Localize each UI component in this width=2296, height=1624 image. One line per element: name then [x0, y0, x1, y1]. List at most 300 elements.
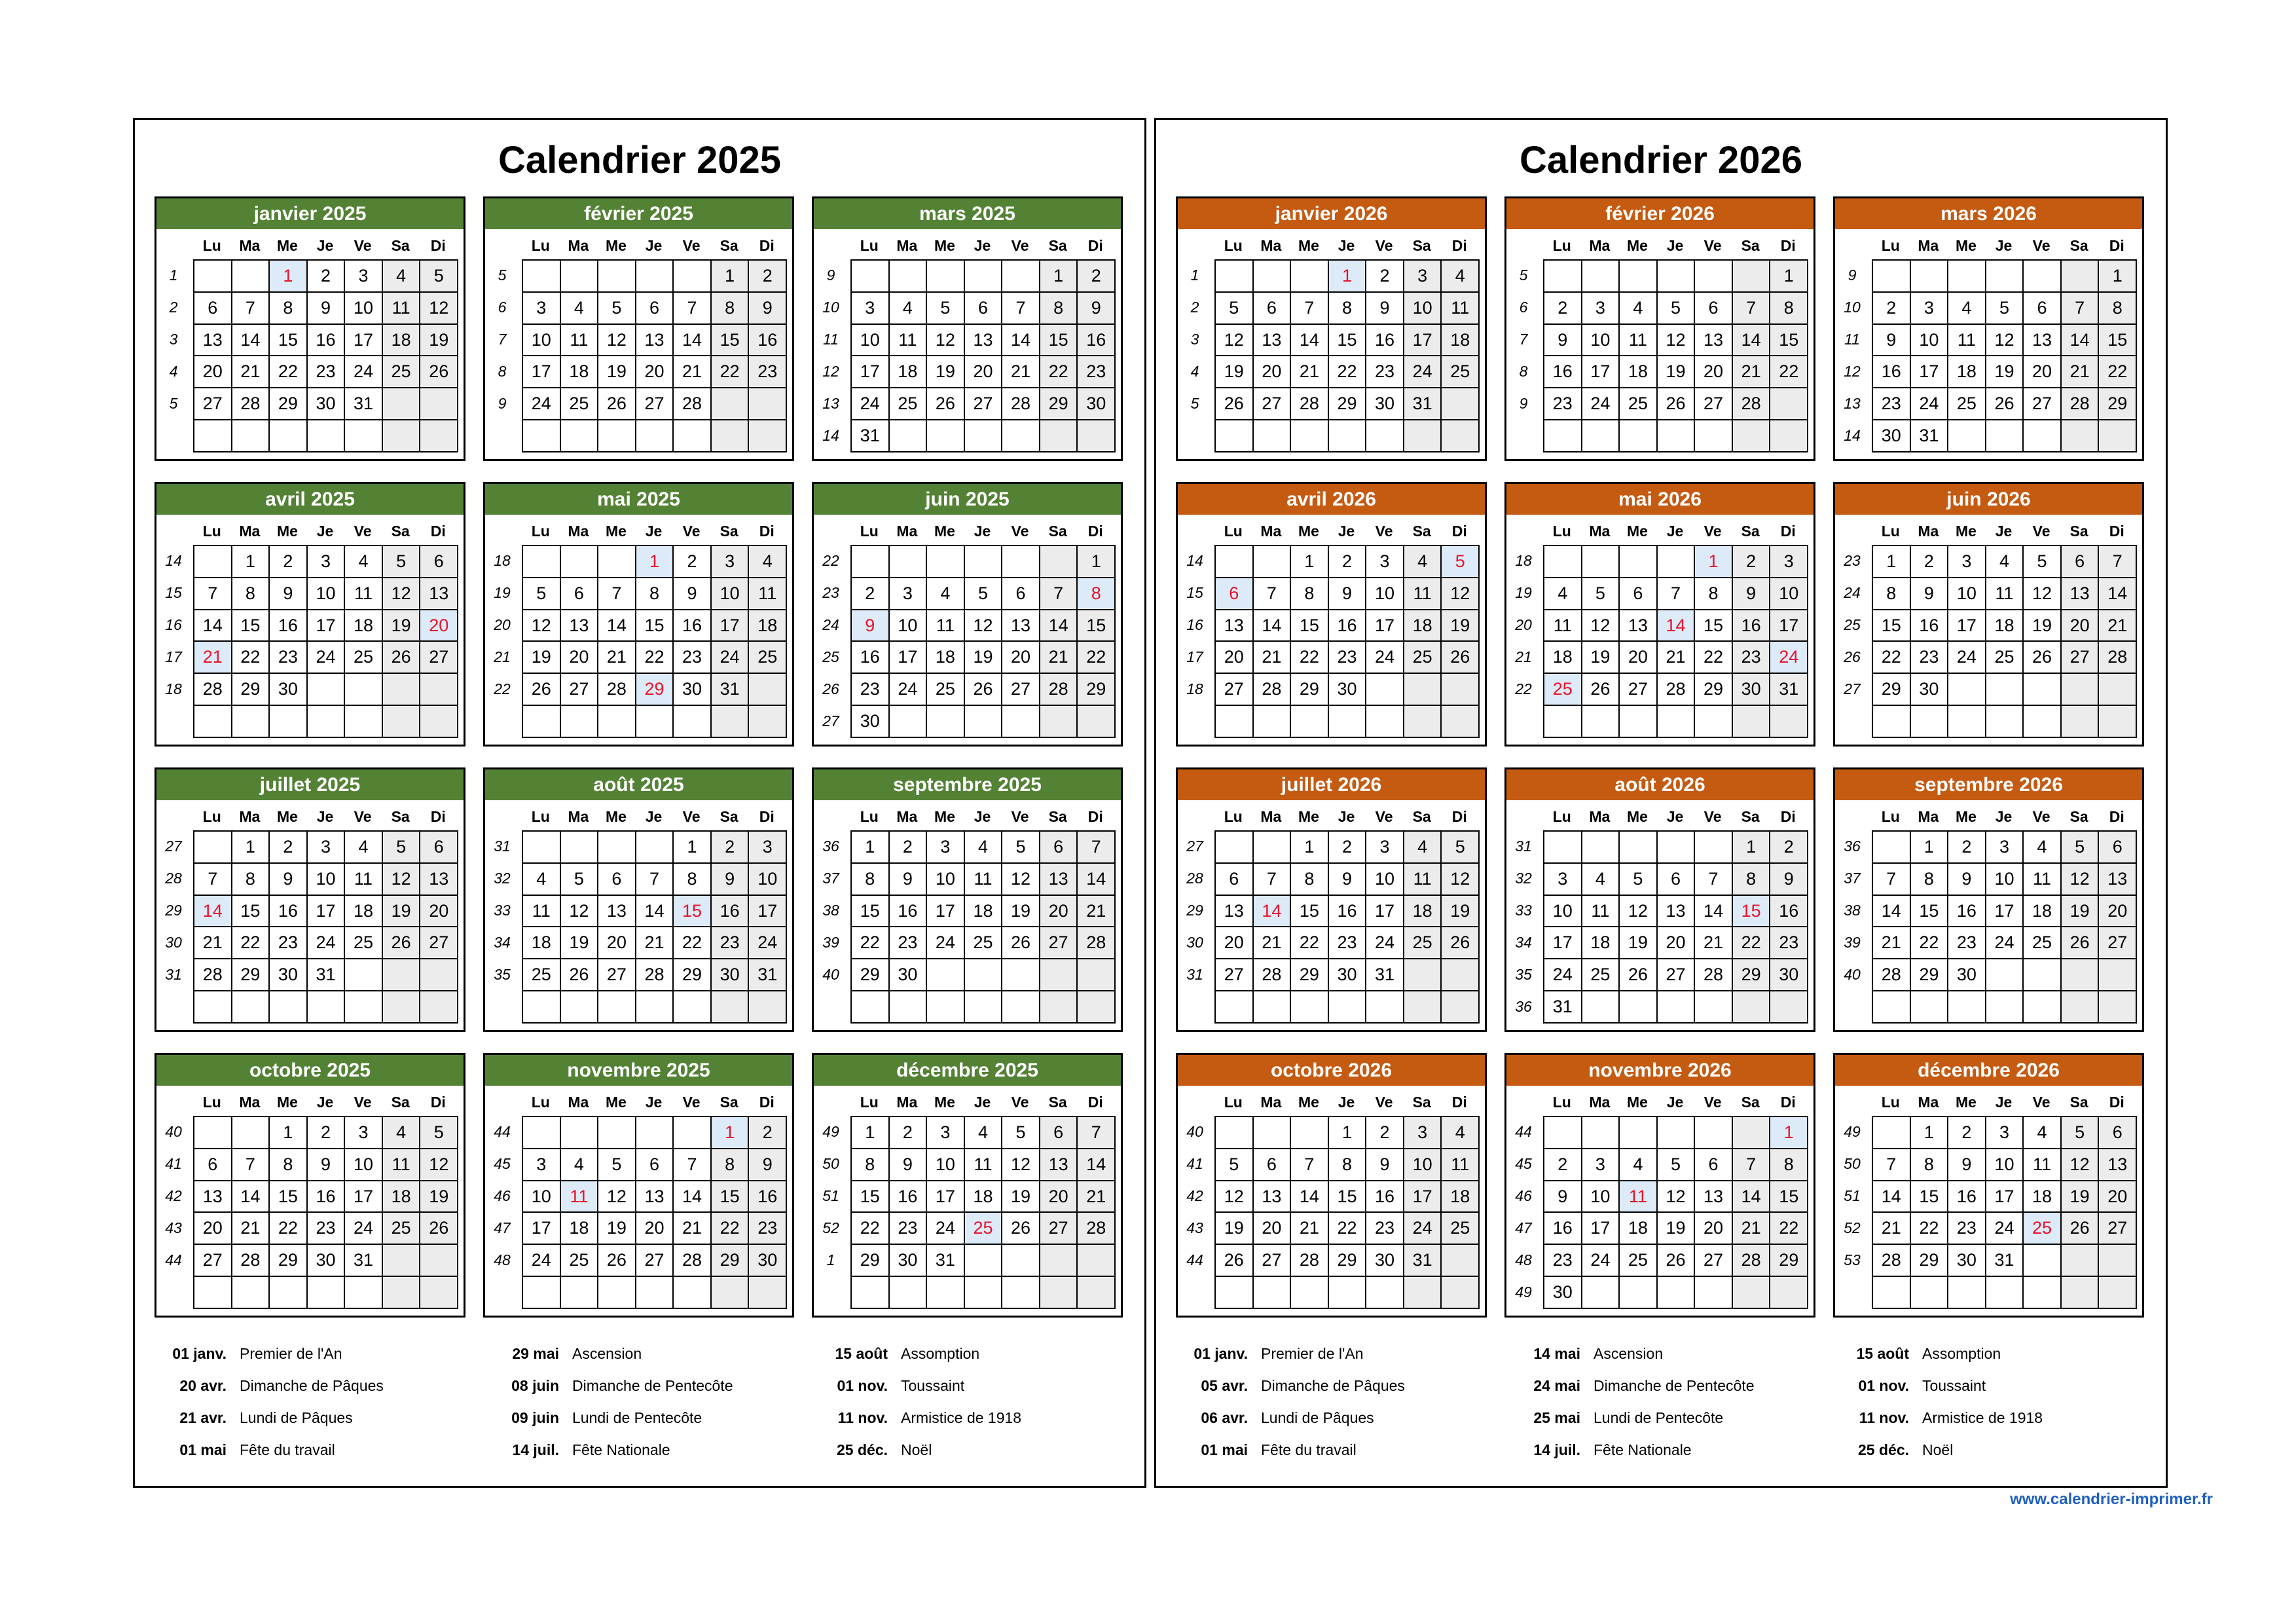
day-cell[interactable]: 15	[1040, 325, 1078, 357]
day-cell[interactable]: 28	[1873, 1245, 1911, 1277]
day-cell[interactable]: 21	[1254, 642, 1292, 674]
day-cell[interactable]: 2	[1366, 1117, 1404, 1149]
day-cell[interactable]: 19	[965, 642, 1003, 674]
day-cell[interactable]: 23	[1544, 1245, 1582, 1277]
day-cell[interactable]: 14	[1254, 896, 1292, 928]
day-cell[interactable]: 8	[1291, 864, 1329, 896]
day-cell[interactable]: 28	[232, 388, 270, 420]
day-cell[interactable]: 3	[1582, 1149, 1620, 1181]
day-cell[interactable]: 6	[2099, 832, 2137, 864]
day-cell[interactable]: 23	[1329, 642, 1367, 674]
day-cell[interactable]: 27	[1658, 959, 1696, 991]
day-cell[interactable]: 25	[1948, 388, 1986, 420]
day-cell[interactable]: 7	[2099, 546, 2137, 578]
day-cell[interactable]: 11	[1404, 578, 1442, 610]
day-cell[interactable]: 9	[1366, 1149, 1404, 1181]
day-cell[interactable]: 19	[1442, 896, 1480, 928]
day-cell[interactable]: 31	[1366, 959, 1404, 991]
day-cell[interactable]: 29	[1291, 959, 1329, 991]
day-cell[interactable]: 12	[1620, 896, 1658, 928]
day-cell[interactable]: 2	[1329, 832, 1367, 864]
day-cell[interactable]: 22	[2099, 356, 2137, 388]
day-cell[interactable]: 5	[598, 293, 636, 325]
day-cell[interactable]: 8	[712, 1149, 750, 1181]
day-cell[interactable]: 12	[383, 864, 421, 896]
day-cell[interactable]: 25	[890, 388, 928, 420]
day-cell[interactable]: 6	[420, 546, 458, 578]
day-cell[interactable]: 31	[1404, 1245, 1442, 1277]
website-footer[interactable]: www.calendrier-imprimer.fr	[2010, 1490, 2213, 1508]
day-cell[interactable]: 26	[1442, 642, 1480, 674]
day-cell[interactable]: 18	[965, 896, 1003, 928]
day-cell[interactable]: 10	[749, 864, 787, 896]
day-cell[interactable]: 9	[852, 610, 890, 642]
day-cell[interactable]: 31	[749, 959, 787, 991]
day-cell[interactable]: 7	[1695, 864, 1733, 896]
day-cell[interactable]: 23	[1366, 1213, 1404, 1245]
day-cell[interactable]: 23	[1948, 927, 1986, 959]
day-cell[interactable]: 25	[1582, 959, 1620, 991]
day-cell[interactable]: 6	[965, 293, 1003, 325]
day-cell[interactable]: 4	[383, 1117, 421, 1149]
day-cell[interactable]: 21	[1733, 356, 1771, 388]
day-cell[interactable]: 22	[1911, 927, 1949, 959]
day-cell[interactable]: 19	[1216, 1213, 1254, 1245]
day-cell[interactable]: 4	[965, 832, 1003, 864]
day-cell[interactable]: 14	[1078, 864, 1116, 896]
day-cell[interactable]: 6	[1620, 578, 1658, 610]
day-cell[interactable]: 3	[712, 546, 750, 578]
day-cell[interactable]: 27	[2024, 388, 2062, 420]
day-cell[interactable]: 19	[1002, 1181, 1040, 1213]
day-cell[interactable]: 24	[749, 927, 787, 959]
day-cell[interactable]: 22	[674, 927, 712, 959]
day-cell[interactable]: 6	[636, 293, 674, 325]
day-cell[interactable]: 9	[1873, 325, 1911, 357]
day-cell[interactable]: 10	[308, 864, 346, 896]
day-cell[interactable]: 1	[1770, 261, 1808, 293]
day-cell[interactable]: 12	[598, 1181, 636, 1213]
day-cell[interactable]: 1	[852, 832, 890, 864]
day-cell[interactable]: 18	[345, 610, 383, 642]
day-cell[interactable]: 23	[1544, 388, 1582, 420]
day-cell[interactable]: 2	[1948, 832, 1986, 864]
day-cell[interactable]: 30	[674, 674, 712, 706]
day-cell[interactable]: 7	[1733, 293, 1771, 325]
day-cell[interactable]: 9	[1948, 1149, 1986, 1181]
day-cell[interactable]: 1	[1291, 546, 1329, 578]
day-cell[interactable]: 14	[1002, 325, 1040, 357]
day-cell[interactable]: 4	[345, 832, 383, 864]
day-cell[interactable]: 1	[1911, 1117, 1949, 1149]
day-cell[interactable]: 25	[749, 642, 787, 674]
day-cell[interactable]: 30	[890, 959, 928, 991]
day-cell[interactable]: 27	[194, 1245, 232, 1277]
day-cell[interactable]: 30	[1544, 1277, 1582, 1309]
day-cell[interactable]: 22	[270, 356, 308, 388]
day-cell[interactable]: 16	[1873, 356, 1911, 388]
day-cell[interactable]: 15	[270, 325, 308, 357]
day-cell[interactable]: 26	[1442, 927, 1480, 959]
day-cell[interactable]: 4	[561, 293, 599, 325]
day-cell[interactable]: 18	[383, 325, 421, 357]
day-cell[interactable]: 26	[1658, 388, 1696, 420]
day-cell[interactable]: 18	[345, 896, 383, 928]
day-cell[interactable]: 28	[1733, 1245, 1771, 1277]
day-cell[interactable]: 18	[561, 356, 599, 388]
day-cell[interactable]: 10	[1582, 325, 1620, 357]
day-cell[interactable]: 28	[1078, 927, 1116, 959]
day-cell[interactable]: 23	[1329, 927, 1367, 959]
day-cell[interactable]: 28	[1040, 674, 1078, 706]
day-cell[interactable]: 17	[1404, 1181, 1442, 1213]
day-cell[interactable]: 24	[1544, 959, 1582, 991]
day-cell[interactable]: 19	[1582, 642, 1620, 674]
day-cell[interactable]: 18	[749, 610, 787, 642]
day-cell[interactable]: 9	[1366, 293, 1404, 325]
day-cell[interactable]: 2	[890, 832, 928, 864]
day-cell[interactable]: 28	[1002, 388, 1040, 420]
day-cell[interactable]: 29	[1911, 1245, 1949, 1277]
day-cell[interactable]: 3	[1986, 832, 2024, 864]
day-cell[interactable]: 2	[674, 546, 712, 578]
day-cell[interactable]: 12	[1442, 864, 1480, 896]
day-cell[interactable]: 5	[523, 578, 561, 610]
day-cell[interactable]: 9	[1770, 864, 1808, 896]
day-cell[interactable]: 30	[270, 959, 308, 991]
day-cell[interactable]: 21	[598, 642, 636, 674]
day-cell[interactable]: 20	[1695, 356, 1733, 388]
day-cell[interactable]: 2	[890, 1117, 928, 1149]
day-cell[interactable]: 18	[1442, 325, 1480, 357]
day-cell[interactable]: 30	[712, 959, 750, 991]
day-cell[interactable]: 24	[1770, 642, 1808, 674]
day-cell[interactable]: 5	[1442, 832, 1480, 864]
day-cell[interactable]: 12	[561, 896, 599, 928]
day-cell[interactable]: 5	[1216, 293, 1254, 325]
day-cell[interactable]: 6	[420, 832, 458, 864]
day-cell[interactable]: 1	[1770, 1117, 1808, 1149]
day-cell[interactable]: 27	[598, 959, 636, 991]
day-cell[interactable]: 29	[1770, 1245, 1808, 1277]
day-cell[interactable]: 8	[1040, 293, 1078, 325]
day-cell[interactable]: 9	[1544, 325, 1582, 357]
day-cell[interactable]: 7	[1733, 1149, 1771, 1181]
day-cell[interactable]: 28	[232, 1245, 270, 1277]
day-cell[interactable]: 14	[2099, 578, 2137, 610]
day-cell[interactable]: 2	[749, 261, 787, 293]
day-cell[interactable]: 10	[1404, 293, 1442, 325]
day-cell[interactable]: 18	[1620, 1213, 1658, 1245]
day-cell[interactable]: 19	[1986, 356, 2024, 388]
day-cell[interactable]: 26	[2062, 927, 2100, 959]
day-cell[interactable]: 24	[1366, 927, 1404, 959]
day-cell[interactable]: 18	[383, 1181, 421, 1213]
day-cell[interactable]: 13	[598, 896, 636, 928]
day-cell[interactable]: 16	[1329, 610, 1367, 642]
day-cell[interactable]: 5	[420, 1117, 458, 1149]
day-cell[interactable]: 16	[1733, 610, 1771, 642]
day-cell[interactable]: 22	[1329, 1213, 1367, 1245]
day-cell[interactable]: 22	[1873, 642, 1911, 674]
day-cell[interactable]: 13	[1658, 896, 1696, 928]
day-cell[interactable]: 8	[1291, 578, 1329, 610]
day-cell[interactable]: 2	[308, 1117, 346, 1149]
day-cell[interactable]: 5	[561, 864, 599, 896]
day-cell[interactable]: 8	[636, 578, 674, 610]
day-cell[interactable]: 31	[1404, 388, 1442, 420]
day-cell[interactable]: 28	[1658, 674, 1696, 706]
day-cell[interactable]: 27	[636, 388, 674, 420]
day-cell[interactable]: 26	[420, 356, 458, 388]
day-cell[interactable]: 11	[383, 1149, 421, 1181]
day-cell[interactable]: 17	[890, 642, 928, 674]
day-cell[interactable]: 25	[1986, 642, 2024, 674]
day-cell[interactable]: 19	[420, 1181, 458, 1213]
day-cell[interactable]: 1	[1040, 261, 1078, 293]
day-cell[interactable]: 23	[1770, 927, 1808, 959]
day-cell[interactable]: 14	[674, 325, 712, 357]
day-cell[interactable]: 7	[674, 293, 712, 325]
day-cell[interactable]: 6	[1695, 1149, 1733, 1181]
day-cell[interactable]: 13	[1695, 325, 1733, 357]
day-cell[interactable]: 14	[1873, 1181, 1911, 1213]
day-cell[interactable]: 14	[1695, 896, 1733, 928]
day-cell[interactable]: 22	[1078, 642, 1116, 674]
day-cell[interactable]: 7	[1254, 864, 1292, 896]
day-cell[interactable]: 19	[1002, 896, 1040, 928]
day-cell[interactable]: 19	[1658, 1213, 1696, 1245]
day-cell[interactable]: 6	[636, 1149, 674, 1181]
day-cell[interactable]: 23	[270, 642, 308, 674]
day-cell[interactable]: 3	[1582, 293, 1620, 325]
day-cell[interactable]: 26	[561, 959, 599, 991]
day-cell[interactable]: 11	[383, 293, 421, 325]
day-cell[interactable]: 17	[1366, 896, 1404, 928]
day-cell[interactable]: 12	[1442, 578, 1480, 610]
day-cell[interactable]: 4	[561, 1149, 599, 1181]
day-cell[interactable]: 26	[1216, 1245, 1254, 1277]
day-cell[interactable]: 1	[270, 261, 308, 293]
day-cell[interactable]: 29	[1329, 388, 1367, 420]
day-cell[interactable]: 28	[1873, 959, 1911, 991]
day-cell[interactable]: 26	[383, 642, 421, 674]
day-cell[interactable]: 20	[2099, 1181, 2137, 1213]
day-cell[interactable]: 4	[1442, 1117, 1480, 1149]
day-cell[interactable]: 3	[1404, 261, 1442, 293]
day-cell[interactable]: 29	[270, 388, 308, 420]
day-cell[interactable]: 18	[1442, 1181, 1480, 1213]
day-cell[interactable]: 14	[598, 610, 636, 642]
day-cell[interactable]: 15	[1291, 896, 1329, 928]
day-cell[interactable]: 11	[1620, 1181, 1658, 1213]
day-cell[interactable]: 29	[712, 1245, 750, 1277]
day-cell[interactable]: 22	[1770, 1213, 1808, 1245]
day-cell[interactable]: 16	[270, 896, 308, 928]
day-cell[interactable]: 20	[598, 927, 636, 959]
day-cell[interactable]: 27	[420, 927, 458, 959]
day-cell[interactable]: 17	[345, 325, 383, 357]
day-cell[interactable]: 20	[420, 896, 458, 928]
day-cell[interactable]: 18	[1620, 356, 1658, 388]
day-cell[interactable]: 7	[598, 578, 636, 610]
day-cell[interactable]: 28	[2099, 642, 2137, 674]
day-cell[interactable]: 6	[2099, 1117, 2137, 1149]
day-cell[interactable]: 28	[1291, 388, 1329, 420]
day-cell[interactable]: 30	[1873, 420, 1911, 452]
day-cell[interactable]: 16	[674, 610, 712, 642]
day-cell[interactable]: 20	[2024, 356, 2062, 388]
day-cell[interactable]: 6	[1254, 1149, 1292, 1181]
day-cell[interactable]: 10	[1911, 325, 1949, 357]
day-cell[interactable]: 26	[523, 674, 561, 706]
day-cell[interactable]: 25	[2024, 1213, 2062, 1245]
day-cell[interactable]: 26	[1216, 388, 1254, 420]
day-cell[interactable]: 15	[1770, 325, 1808, 357]
day-cell[interactable]: 12	[1002, 864, 1040, 896]
day-cell[interactable]: 16	[712, 896, 750, 928]
day-cell[interactable]: 13	[1040, 1149, 1078, 1181]
day-cell[interactable]: 22	[1329, 356, 1367, 388]
day-cell[interactable]: 8	[852, 864, 890, 896]
day-cell[interactable]: 13	[561, 610, 599, 642]
day-cell[interactable]: 22	[1695, 642, 1733, 674]
day-cell[interactable]: 25	[1442, 1213, 1480, 1245]
day-cell[interactable]: 26	[1658, 1245, 1696, 1277]
day-cell[interactable]: 16	[1366, 325, 1404, 357]
day-cell[interactable]: 27	[2062, 642, 2100, 674]
day-cell[interactable]: 11	[345, 578, 383, 610]
day-cell[interactable]: 25	[561, 388, 599, 420]
day-cell[interactable]: 21	[194, 927, 232, 959]
day-cell[interactable]: 25	[1442, 356, 1480, 388]
day-cell[interactable]: 3	[1366, 832, 1404, 864]
day-cell[interactable]: 2	[852, 578, 890, 610]
day-cell[interactable]: 9	[749, 293, 787, 325]
day-cell[interactable]: 31	[712, 674, 750, 706]
day-cell[interactable]: 8	[1733, 864, 1771, 896]
day-cell[interactable]: 20	[1254, 356, 1292, 388]
day-cell[interactable]: 17	[308, 610, 346, 642]
day-cell[interactable]: 29	[852, 959, 890, 991]
day-cell[interactable]: 24	[308, 642, 346, 674]
day-cell[interactable]: 23	[270, 927, 308, 959]
day-cell[interactable]: 24	[1986, 927, 2024, 959]
day-cell[interactable]: 17	[1986, 1181, 2024, 1213]
day-cell[interactable]: 10	[1404, 1149, 1442, 1181]
day-cell[interactable]: 29	[1291, 674, 1329, 706]
day-cell[interactable]: 7	[1291, 1149, 1329, 1181]
day-cell[interactable]: 15	[852, 896, 890, 928]
day-cell[interactable]: 21	[1658, 642, 1696, 674]
day-cell[interactable]: 19	[2024, 610, 2062, 642]
day-cell[interactable]: 2	[749, 1117, 787, 1149]
day-cell[interactable]: 29	[1078, 674, 1116, 706]
day-cell[interactable]: 24	[852, 388, 890, 420]
day-cell[interactable]: 25	[383, 356, 421, 388]
day-cell[interactable]: 28	[1695, 959, 1733, 991]
day-cell[interactable]: 11	[965, 1149, 1003, 1181]
day-cell[interactable]: 15	[1911, 896, 1949, 928]
day-cell[interactable]: 11	[1948, 325, 1986, 357]
day-cell[interactable]: 22	[712, 356, 750, 388]
day-cell[interactable]: 1	[636, 546, 674, 578]
day-cell[interactable]: 24	[523, 388, 561, 420]
day-cell[interactable]: 2	[712, 832, 750, 864]
day-cell[interactable]: 11	[965, 864, 1003, 896]
day-cell[interactable]: 12	[2062, 864, 2100, 896]
day-cell[interactable]: 13	[194, 1181, 232, 1213]
day-cell[interactable]: 13	[1695, 1181, 1733, 1213]
day-cell[interactable]: 28	[1733, 388, 1771, 420]
day-cell[interactable]: 4	[2024, 832, 2062, 864]
day-cell[interactable]: 29	[1329, 1245, 1367, 1277]
day-cell[interactable]: 22	[1291, 927, 1329, 959]
day-cell[interactable]: 4	[1986, 546, 2024, 578]
day-cell[interactable]: 28	[636, 959, 674, 991]
day-cell[interactable]: 15	[1873, 610, 1911, 642]
day-cell[interactable]: 14	[1078, 1149, 1116, 1181]
day-cell[interactable]: 28	[194, 674, 232, 706]
day-cell[interactable]: 27	[420, 642, 458, 674]
day-cell[interactable]: 7	[2062, 293, 2100, 325]
day-cell[interactable]: 2	[308, 261, 346, 293]
day-cell[interactable]: 13	[2024, 325, 2062, 357]
day-cell[interactable]: 8	[1329, 1149, 1367, 1181]
day-cell[interactable]: 5	[2062, 1117, 2100, 1149]
day-cell[interactable]: 30	[890, 1245, 928, 1277]
day-cell[interactable]: 13	[636, 325, 674, 357]
day-cell[interactable]: 14	[1733, 1181, 1771, 1213]
day-cell[interactable]: 31	[927, 1245, 965, 1277]
day-cell[interactable]: 12	[420, 293, 458, 325]
day-cell[interactable]: 15	[232, 896, 270, 928]
day-cell[interactable]: 11	[890, 325, 928, 357]
day-cell[interactable]: 7	[1873, 864, 1911, 896]
day-cell[interactable]: 18	[2024, 1181, 2062, 1213]
day-cell[interactable]: 14	[194, 896, 232, 928]
day-cell[interactable]: 22	[1040, 356, 1078, 388]
day-cell[interactable]: 27	[561, 674, 599, 706]
day-cell[interactable]: 16	[1948, 896, 1986, 928]
day-cell[interactable]: 29	[2099, 388, 2137, 420]
day-cell[interactable]: 24	[345, 1213, 383, 1245]
day-cell[interactable]: 10	[345, 293, 383, 325]
day-cell[interactable]: 21	[1291, 1213, 1329, 1245]
day-cell[interactable]: 21	[232, 1213, 270, 1245]
day-cell[interactable]: 10	[890, 610, 928, 642]
day-cell[interactable]: 5	[1658, 1149, 1696, 1181]
day-cell[interactable]: 20	[194, 356, 232, 388]
day-cell[interactable]: 8	[1873, 578, 1911, 610]
day-cell[interactable]: 8	[1911, 1149, 1949, 1181]
day-cell[interactable]: 21	[674, 1213, 712, 1245]
day-cell[interactable]: 30	[1948, 1245, 1986, 1277]
day-cell[interactable]: 31	[345, 1245, 383, 1277]
day-cell[interactable]: 19	[383, 896, 421, 928]
day-cell[interactable]: 14	[1254, 610, 1292, 642]
day-cell[interactable]: 17	[1366, 610, 1404, 642]
day-cell[interactable]: 13	[194, 325, 232, 357]
day-cell[interactable]: 9	[1078, 293, 1116, 325]
day-cell[interactable]: 16	[270, 610, 308, 642]
day-cell[interactable]: 17	[1911, 356, 1949, 388]
day-cell[interactable]: 8	[270, 1149, 308, 1181]
day-cell[interactable]: 27	[965, 388, 1003, 420]
day-cell[interactable]: 10	[927, 1149, 965, 1181]
day-cell[interactable]: 24	[523, 1245, 561, 1277]
day-cell[interactable]: 7	[194, 578, 232, 610]
